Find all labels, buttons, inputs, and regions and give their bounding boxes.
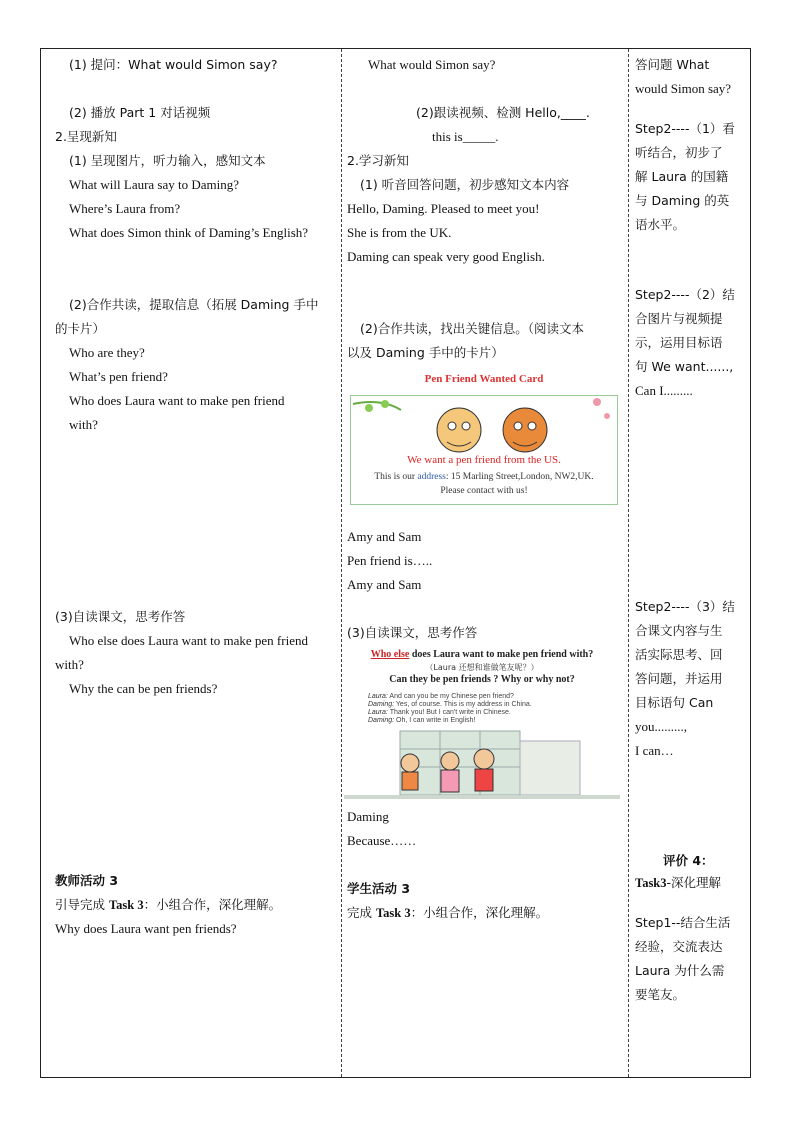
text-line: 的卡片） [55, 321, 106, 336]
text-line: 以及 Daming 手中的卡片） [347, 345, 504, 360]
question-line: with? [69, 417, 98, 432]
text-line: you........., [635, 719, 687, 734]
text-line: would Simon say? [635, 81, 732, 96]
text-span: : 15 Marling Street,London, NW2,UK. [445, 472, 594, 482]
text-line: 示，运用目标语 [635, 335, 723, 350]
text-line [635, 871, 721, 895]
card-line: Please contact with us! [440, 486, 528, 496]
text-span: And can you be my Chinese pen friend? [389, 693, 514, 700]
evaluation-heading: 评价 4： [663, 853, 714, 868]
section-heading: 2.学习新知 [347, 153, 409, 168]
scene-subtitle: （Laura 还想和谁做笔友呢？） [425, 663, 539, 672]
question-line: Why the can be pen friends? [69, 681, 218, 696]
text-span: Thank you! But I can't write in Chinese. [389, 709, 511, 716]
text-line: (3)自读课文，思考作答 [55, 609, 186, 624]
text-line: (3)自读课文，思考作答 [347, 625, 478, 640]
student-activity-column [342, 49, 629, 1077]
teacher-activity-column [41, 49, 342, 1077]
question-line: Who else does Laura want to make pen friend [69, 633, 308, 648]
answer-line: Daming can speak very good English. [347, 249, 545, 264]
card-line [351, 472, 617, 482]
question-line: What will Laura say to Daming? [69, 177, 240, 192]
answer-line: Hello, Daming. Pleased to meet you! [347, 201, 540, 216]
text-line: 目标语句 Can [635, 695, 714, 710]
answer-line: Because…… [347, 833, 417, 848]
answer-line: Daming [347, 809, 389, 824]
task-label: Task 3 [108, 898, 144, 912]
text-line: 答问题，并运用 [635, 671, 723, 686]
dialogue-line [368, 701, 532, 709]
question-line: What would Simon say? [368, 57, 496, 72]
card-frame [350, 395, 618, 505]
pen-friend-card-image [350, 373, 618, 511]
speaker: Daming: [368, 701, 395, 708]
text-line: Step2----（2）结 [635, 287, 735, 302]
text-line: this is_____. [432, 129, 499, 144]
text-line: (1) 提问：What would Simon say? [69, 57, 278, 72]
scene-question: Can they be pen friends ? Why or why not? [389, 674, 575, 685]
text-line: 答问题 What [635, 57, 710, 72]
text-line: 活实际思考、回 [635, 647, 723, 662]
dialogue-scene-image [344, 649, 620, 799]
card-line: We want a pen friend from the US. [407, 454, 561, 466]
activity-heading: 学生活动 3 [347, 881, 411, 896]
text-line: (1) 呈现图片，听力输入，感知文本 [69, 153, 266, 168]
text-line: Step2----（1）看 [635, 121, 735, 136]
dialogue-line [368, 693, 514, 701]
question-line: What does Simon think of Daming’s English? [69, 225, 309, 240]
text-span: 完成 [347, 905, 376, 920]
highlight-text: Who else [370, 649, 410, 660]
task-label: Task 3 [375, 906, 411, 920]
question-line: Where’s Laura from? [69, 201, 181, 216]
scene-illustration [344, 727, 620, 803]
text-line: Step2----（3）结 [635, 599, 735, 614]
text-line [55, 893, 281, 917]
activity-heading: 教师活动 3 [55, 873, 119, 888]
text-span: This is our [374, 472, 418, 482]
lesson-plan-table [40, 48, 751, 1078]
text-span: ：小组合作，深化理解。 [143, 897, 282, 912]
text-line: 听结合，初步了 [635, 145, 723, 160]
text-line: Can I......... [635, 383, 693, 398]
text-span: Oh, I can write in English! [396, 717, 476, 724]
question-line: with? [55, 657, 84, 672]
answer-line: Amy and Sam [347, 529, 422, 544]
text-line: 合课文内容与生 [635, 623, 723, 638]
speaker: Daming: [368, 717, 395, 724]
text-span: -深化理解 [666, 875, 722, 890]
text-line: 语水平。 [635, 217, 686, 232]
card-title: Pen Friend Wanted Card [424, 373, 544, 385]
text-line: Step1--结合生活 [635, 915, 731, 930]
text-line: 解 Laura 的国籍 [635, 169, 729, 184]
text-line: I can… [635, 743, 674, 758]
text-line: (2)跟读视频、检测 Hello,____. [416, 105, 590, 120]
text-line: (2)合作共读，找出关键信息。（阅读文本 [360, 321, 584, 336]
speaker: Laura: [368, 709, 388, 716]
scene-question [344, 649, 620, 660]
text-span: Yes, of course. This is my address in China. [395, 701, 532, 708]
text-line: Laura 为什么需 [635, 963, 725, 978]
text-span: does Laura want to make pen friend with? [409, 649, 594, 660]
text-line: (1) 听音回答问题，初步感知文本内容 [360, 177, 570, 192]
text-line: 经验，交流表达 [635, 939, 723, 954]
question-line: Why does Laura want pen friends? [55, 921, 237, 936]
text-line: (2) 播放 Part 1 对话视频 [69, 105, 211, 120]
question-line: What’s pen friend? [69, 369, 168, 384]
dialogue-line [368, 709, 511, 717]
text-span: 引导完成 [55, 897, 109, 912]
answer-line: She is from the UK. [347, 225, 452, 240]
answer-line: Pen friend is….. [347, 553, 433, 568]
address-label: address [417, 472, 446, 482]
text-span: ：小组合作，深化理解。 [410, 905, 549, 920]
text-line [347, 901, 548, 925]
text-line: 与 Daming 的英 [635, 193, 730, 208]
dialogue-line [368, 717, 475, 725]
text-line: (2)合作共读，提取信息（拓展 Daming 手中 [69, 297, 319, 312]
question-line: Who are they? [69, 345, 145, 360]
text-line: 合图片与视频提 [635, 311, 723, 326]
question-line: Who does Laura want to make pen friend [69, 393, 285, 408]
evaluation-column [629, 49, 750, 1077]
text-line: 句 We want......, [635, 359, 734, 374]
task-label: Task3 [635, 876, 667, 890]
section-heading: 2.呈现新知 [55, 129, 117, 144]
speaker: Laura: [368, 693, 388, 700]
text-line: 要笔友。 [635, 987, 686, 1002]
answer-line: Amy and Sam [347, 577, 422, 592]
